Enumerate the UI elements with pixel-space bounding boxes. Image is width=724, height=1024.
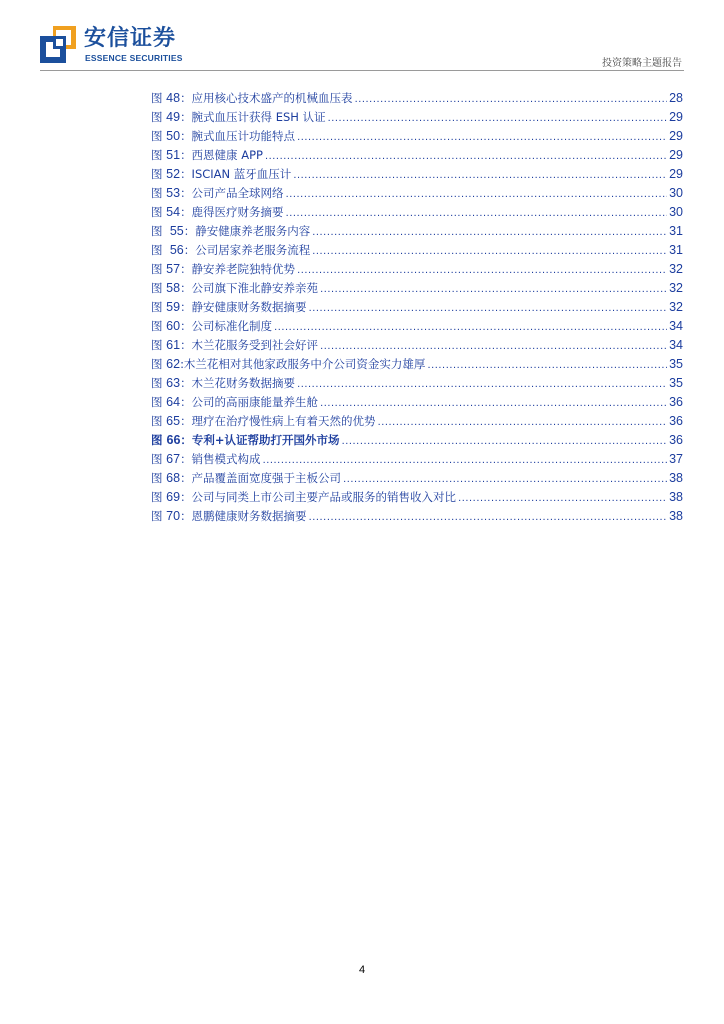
toc-figure-prefix: 图 [151, 167, 167, 181]
toc-entry[interactable] [151, 146, 683, 165]
toc-entry-label [151, 393, 318, 412]
toc-figure-title: ：恩鹏健康财务数据摘要 [180, 509, 307, 523]
toc-page-number: 30 [669, 186, 683, 200]
toc-leader-dots [458, 489, 667, 507]
toc-leader-dots [328, 109, 668, 127]
toc-entry-label [151, 241, 310, 260]
toc-entry-label [151, 488, 456, 507]
toc-figure-title: ：腕式血压计功能特点 [180, 129, 296, 143]
toc-figure-prefix: 图 [151, 509, 167, 523]
toc-figure-prefix: 图 [151, 452, 167, 466]
toc-entry[interactable] [151, 165, 683, 184]
toc-page-number: 29 [669, 167, 683, 181]
toc-figure-prefix: 图 [151, 186, 167, 200]
toc-entry[interactable] [151, 222, 683, 241]
toc-figure-title: ：应用核心技术盛产的机械血压表 [180, 91, 353, 105]
toc-figure-number: 65 [166, 414, 181, 428]
toc-figure-prefix: 图 [151, 205, 167, 219]
toc-leader-dots [320, 280, 667, 298]
toc-figure-title: ：ISCIAN 蓝牙血压计 [180, 167, 292, 181]
toc-leader-dots [309, 508, 668, 526]
toc-entry[interactable] [151, 279, 683, 298]
report-type-label: 投资策略主题报告 [602, 58, 682, 69]
toc-entry-label [151, 165, 291, 184]
toc-page-number: 29 [669, 129, 683, 143]
toc-figure-number: 68 [166, 471, 181, 485]
toc-figure-number: 64 [166, 395, 181, 409]
toc-figure-title: ：西恩健康 APP [180, 148, 263, 162]
page-number: 4 [358, 964, 366, 976]
toc-figure-title: ：静安养老院独特优势 [180, 262, 296, 276]
toc-figure-number: 66 [166, 433, 181, 447]
toc-entry[interactable] [151, 184, 683, 203]
toc-entry[interactable] [151, 241, 683, 260]
toc-figure-number: 62 [166, 357, 181, 371]
toc-entry[interactable] [151, 374, 683, 393]
toc-leader-dots [343, 470, 667, 488]
toc-entry[interactable] [151, 108, 683, 127]
toc-entry[interactable] [151, 260, 683, 279]
toc-entry-label [151, 450, 261, 469]
toc-entry-label [151, 89, 353, 108]
toc-figure-prefix: 图 [151, 490, 167, 504]
toc-figure-prefix: 图 [151, 300, 167, 314]
toc-figure-title: ：静安健康养老服务内容 [183, 224, 311, 238]
toc-figure-title: ：公司居家养老服务流程 [183, 243, 311, 257]
toc-page-number: 37 [669, 452, 683, 466]
toc-entry[interactable] [151, 203, 683, 222]
toc-entry-label [151, 222, 310, 241]
toc-figure-prefix: 图 [151, 262, 167, 276]
toc-figure-title: ：公司与同类上市公司主要产品或服务的销售收入对比 [180, 490, 457, 504]
toc-figure-prefix: 图 [151, 395, 167, 409]
toc-figure-number: 55 [169, 224, 184, 238]
toc-figure-title: ：木兰花服务受到社会好评 [180, 338, 319, 352]
toc-entry-label [151, 336, 318, 355]
toc-page-number: 32 [669, 300, 683, 314]
toc-leader-dots [286, 204, 668, 222]
toc-leader-dots [286, 185, 668, 203]
toc-figure-number: 48 [166, 91, 181, 105]
toc-figure-number: 54 [166, 205, 181, 219]
toc-figure-number: 70 [166, 509, 181, 523]
toc-entry-label [151, 279, 318, 298]
toc-figure-number: 63 [166, 376, 181, 390]
toc-figure-number: 61 [166, 338, 181, 352]
toc-entry[interactable] [151, 393, 683, 412]
toc-figure-number: 53 [166, 186, 181, 200]
toc-page-number: 35 [669, 357, 683, 371]
toc-leader-dots [312, 242, 667, 260]
toc-entry-label [151, 412, 376, 431]
toc-entry-label [151, 469, 341, 488]
company-logo [40, 26, 200, 66]
toc-entry[interactable] [151, 298, 683, 317]
toc-page-number: 31 [669, 224, 683, 238]
toc-entry[interactable] [151, 507, 683, 526]
toc-entry-label [151, 127, 295, 146]
toc-page-number: 30 [669, 205, 683, 219]
toc-leader-dots [309, 299, 668, 317]
toc-page-number: 34 [669, 338, 683, 352]
toc-entry[interactable] [151, 317, 683, 336]
toc-figure-prefix: 图 [151, 281, 167, 295]
toc-page-number: 38 [669, 471, 683, 485]
toc-figure-title: ：理疗在治疗慢性病上有着天然的优势 [180, 414, 376, 428]
toc-figure-number: 57 [166, 262, 181, 276]
toc-page-number: 36 [669, 414, 683, 428]
toc-entry-label [151, 108, 326, 127]
toc-entry-label [151, 374, 295, 393]
toc-figure-number: 59 [166, 300, 181, 314]
toc-figure-prefix: 图 [151, 471, 167, 485]
figure-index-list [151, 89, 683, 526]
toc-entry-label [151, 146, 263, 165]
toc-entry[interactable] [151, 488, 683, 507]
toc-figure-number: 56 [169, 243, 184, 257]
toc-figure-title: ：木兰花财务数据摘要 [180, 376, 296, 390]
toc-figure-title: ：腕式血压计获得 ESH 认证 [180, 110, 326, 124]
toc-figure-prefix: 图 [151, 357, 167, 371]
toc-figure-number: 69 [166, 490, 181, 504]
toc-page-number: 28 [669, 91, 683, 105]
toc-entry[interactable] [151, 336, 683, 355]
toc-page-number: 32 [669, 281, 683, 295]
toc-entry-label [151, 355, 425, 374]
toc-leader-dots [297, 261, 667, 279]
toc-figure-number: 58 [166, 281, 181, 295]
toc-entry-label [151, 298, 307, 317]
toc-entry[interactable] [151, 89, 683, 108]
toc-entry[interactable] [151, 469, 683, 488]
toc-figure-title: ：公司的高丽康能量养生舱 [180, 395, 319, 409]
toc-entry-label [151, 260, 295, 279]
toc-entry[interactable] [151, 431, 683, 450]
toc-figure-number: 60 [166, 319, 181, 333]
toc-leader-dots [427, 356, 667, 374]
toc-figure-number: 52 [166, 167, 181, 181]
toc-page-number: 32 [669, 262, 683, 276]
toc-entry-label [151, 317, 272, 336]
header-divider [40, 70, 684, 71]
toc-figure-title: ：公司标准化制度 [180, 319, 273, 333]
toc-page-number: 35 [669, 376, 683, 390]
toc-figure-title: ：公司旗下淮北静安养亲苑 [180, 281, 319, 295]
toc-figure-number: 50 [166, 129, 181, 143]
toc-figure-title: :木兰花相对其他家政服务中介公司资金实力雄厚 [180, 357, 426, 371]
toc-page-number: 36 [669, 433, 683, 447]
toc-page-number: 31 [669, 243, 683, 257]
toc-leader-dots [297, 375, 667, 393]
toc-leader-dots [274, 318, 667, 336]
toc-figure-prefix: 图 [151, 376, 167, 390]
toc-leader-dots [320, 394, 667, 412]
toc-figure-prefix: 图 [151, 433, 167, 447]
toc-leader-dots [297, 128, 667, 146]
toc-leader-dots [265, 147, 667, 165]
toc-page-number: 29 [669, 148, 683, 162]
toc-entry-label [151, 203, 284, 222]
toc-figure-number: 49 [166, 110, 181, 124]
toc-entry-label [151, 507, 307, 526]
toc-leader-dots [378, 413, 668, 431]
toc-figure-number: 67 [166, 452, 181, 466]
toc-figure-prefix: 图 [151, 338, 167, 352]
toc-entry-label [151, 184, 284, 203]
toc-page-number: 34 [669, 319, 683, 333]
logo-english-name: ESSENCE SECURITIES [85, 53, 183, 63]
toc-leader-dots [320, 337, 667, 355]
toc-figure-prefix: 图 [151, 243, 170, 257]
toc-page-number: 29 [669, 110, 683, 124]
toc-figure-title: ：鹿得医疗财务摘要 [180, 205, 284, 219]
toc-leader-dots [355, 90, 668, 108]
toc-figure-prefix: 图 [151, 91, 167, 105]
toc-page-number: 38 [669, 509, 683, 523]
toc-figure-title: ：专利+认证帮助打开国外市场 [180, 433, 340, 447]
toc-figure-title: ：公司产品全球网络 [180, 186, 284, 200]
toc-entry-label [151, 431, 340, 450]
toc-entry[interactable] [151, 412, 683, 431]
toc-entry[interactable] [151, 450, 683, 469]
toc-figure-number: 51 [166, 148, 181, 162]
toc-figure-prefix: 图 [151, 110, 167, 124]
toc-figure-title: ：产品覆盖面宽度强于主板公司 [180, 471, 342, 485]
toc-figure-title: ：销售模式构成 [180, 452, 261, 466]
essence-logo-icon [40, 26, 76, 63]
toc-leader-dots [312, 223, 667, 241]
toc-figure-prefix: 图 [151, 148, 167, 162]
toc-figure-title: ：静安健康财务数据摘要 [180, 300, 307, 314]
toc-entry[interactable] [151, 127, 683, 146]
toc-figure-prefix: 图 [151, 224, 170, 238]
toc-figure-prefix: 图 [151, 414, 167, 428]
toc-leader-dots [293, 166, 667, 184]
toc-entry[interactable] [151, 355, 683, 374]
toc-page-number: 36 [669, 395, 683, 409]
toc-figure-prefix: 图 [151, 319, 167, 333]
toc-figure-prefix: 图 [151, 129, 167, 143]
toc-leader-dots [263, 451, 668, 469]
toc-page-number: 38 [669, 490, 683, 504]
logo-chinese-name: 安信证券 [84, 26, 177, 51]
toc-leader-dots [342, 432, 668, 450]
